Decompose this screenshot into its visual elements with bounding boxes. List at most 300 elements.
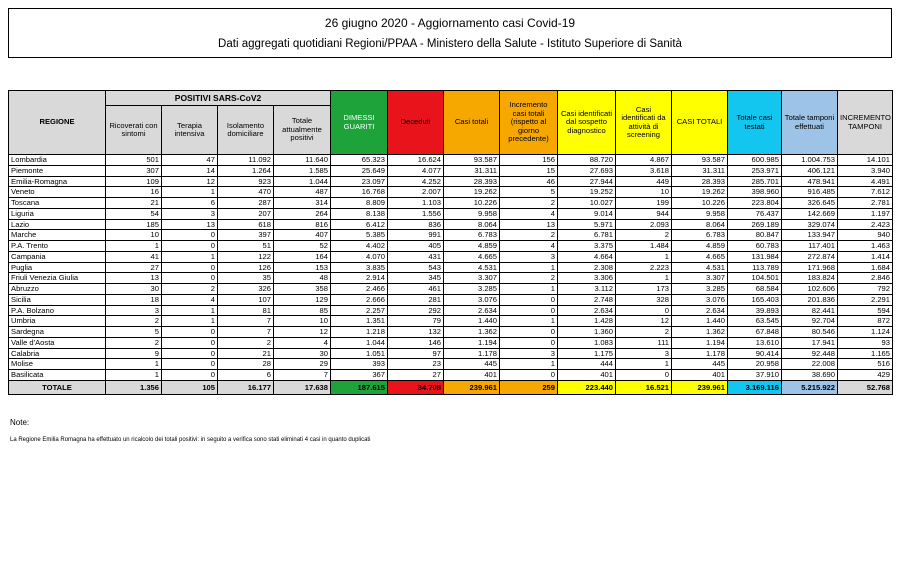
col-header-totale-positivi: Totale attualmente positivi [274, 106, 331, 155]
table-cell: 2.308 [558, 262, 616, 273]
table-cell: 2.093 [616, 219, 672, 230]
table-cell: 872 [838, 316, 893, 327]
table-cell: 12 [162, 176, 218, 187]
table-cell: 2 [500, 198, 558, 209]
table-cell: 0 [500, 305, 558, 316]
table-cell: 816 [274, 219, 331, 230]
table-cell: 10 [106, 230, 162, 241]
table-cell: 15 [500, 165, 558, 176]
table-cell: 1.484 [616, 241, 672, 252]
table-cell: 7 [274, 370, 331, 381]
col-header-casi-totali: Casi totali [444, 91, 500, 155]
table-cell: 461 [388, 284, 444, 295]
region-name: Sicilia [9, 294, 106, 305]
col-header-screening: Casi identificati da attività di screening [616, 91, 672, 155]
table-cell: 367 [331, 370, 388, 381]
table-cell: 3.835 [331, 262, 388, 273]
table-cell: 4.665 [444, 251, 500, 262]
table-cell: 6 [218, 370, 274, 381]
table-cell: 76.437 [728, 208, 782, 219]
table-cell: 7.612 [838, 187, 893, 198]
table-cell: 0 [162, 327, 218, 338]
region-name: P.A. Bolzano [9, 305, 106, 316]
region-name: Veneto [9, 187, 106, 198]
table-cell: 82.441 [782, 305, 838, 316]
table-cell: 1.440 [444, 316, 500, 327]
table-cell: 5.215.922 [782, 380, 838, 394]
table-cell: 13 [162, 219, 218, 230]
table-cell: 3.307 [672, 273, 728, 284]
table-cell: 68.584 [728, 284, 782, 295]
table-row [9, 176, 893, 187]
table-cell: 5 [106, 327, 162, 338]
table-cell: 133.947 [782, 230, 838, 241]
table-cell: 4.665 [672, 251, 728, 262]
table-cell: 12 [616, 316, 672, 327]
table-cell: 600.985 [728, 155, 782, 166]
table-cell: 34.708 [388, 380, 444, 394]
table-cell: 1.556 [388, 208, 444, 219]
region-name: Puglia [9, 262, 106, 273]
table-cell: 31.311 [444, 165, 500, 176]
table-row [9, 284, 893, 295]
table-cell: 80.847 [728, 230, 782, 241]
table-cell: 12 [274, 327, 331, 338]
table-cell: 3 [106, 305, 162, 316]
table-cell: 314 [274, 198, 331, 209]
table-cell: 4 [274, 337, 331, 348]
table-cell: 111 [616, 337, 672, 348]
table-cell: 10 [616, 187, 672, 198]
table-cell: 14 [162, 165, 218, 176]
table-cell: 1.124 [838, 327, 893, 338]
table-cell: 470 [218, 187, 274, 198]
table-cell: 3.618 [616, 165, 672, 176]
region-name: Calabria [9, 348, 106, 359]
table-cell: 0 [162, 230, 218, 241]
table-cell: 185 [106, 219, 162, 230]
table-cell: 328 [616, 294, 672, 305]
table-row [9, 305, 893, 316]
table-cell: 2.223 [616, 262, 672, 273]
table-cell: 406.121 [782, 165, 838, 176]
table-cell: 2.423 [838, 219, 893, 230]
table-cell: 81 [218, 305, 274, 316]
col-header-casi-totali-2: CASI TOTALI [672, 91, 728, 155]
table-cell: 117.401 [782, 241, 838, 252]
table-cell: 326.645 [782, 198, 838, 209]
table-cell: 397 [218, 230, 274, 241]
table-cell: 2.291 [838, 294, 893, 305]
table-cell: 2 [500, 273, 558, 284]
region-name: Umbria [9, 316, 106, 327]
table-cell: 9.958 [672, 208, 728, 219]
table-cell: 407 [274, 230, 331, 241]
table-cell: 444 [558, 359, 616, 370]
table-cell: 2 [616, 230, 672, 241]
table-row [9, 348, 893, 359]
table-cell: 6 [162, 198, 218, 209]
notes-text: La Regione Emilia Romagna ha effettuato un ricalcolo dei totali positivi: in seguito a verifica sono stati eliminati 4 casi in quanto duplicati [10, 437, 371, 443]
table-cell: 79 [388, 316, 444, 327]
col-header-terapia: Terapia intensiva [162, 106, 218, 155]
table-cell: 0 [162, 337, 218, 348]
table-cell: 28.393 [672, 176, 728, 187]
table-row [9, 262, 893, 273]
table-cell: 1.194 [444, 337, 500, 348]
table-cell: 478.941 [782, 176, 838, 187]
report-header [8, 8, 892, 58]
table-cell: 51 [218, 241, 274, 252]
table-row [9, 251, 893, 262]
table-row [9, 359, 893, 370]
table-row [9, 273, 893, 284]
table-cell: 594 [838, 305, 893, 316]
table-cell: 93.587 [672, 155, 728, 166]
table-cell: 13 [106, 273, 162, 284]
table-cell: 1.103 [388, 198, 444, 209]
table-cell: 1.463 [838, 241, 893, 252]
table-cell: 52.768 [838, 380, 893, 394]
table-cell: 107 [218, 294, 274, 305]
table-cell: 2.781 [838, 198, 893, 209]
table-cell: 88.720 [558, 155, 616, 166]
table-cell: 501 [106, 155, 162, 166]
table-cell: 0 [500, 370, 558, 381]
col-header-dimessi: DIMESSI GUARITI [331, 91, 388, 155]
table-cell: 269.189 [728, 219, 782, 230]
region-name: Liguria [9, 208, 106, 219]
col-header-isolamento: Isolamento domiciliare [218, 106, 274, 155]
table-cell: 3.285 [672, 284, 728, 295]
table-cell: 14.101 [838, 155, 893, 166]
table-cell: 13.610 [728, 337, 782, 348]
table-cell: 1.440 [672, 316, 728, 327]
region-name: Basilicata [9, 370, 106, 381]
col-header-sospetto-diagnostico: Casi identificati dal sospetto diagnostico [558, 91, 616, 155]
table-cell: 28.393 [444, 176, 500, 187]
table-row [9, 337, 893, 348]
table-cell: 1.175 [558, 348, 616, 359]
table-cell: 2 [106, 316, 162, 327]
table-cell: 3 [162, 208, 218, 219]
table-cell: 18 [106, 294, 162, 305]
table-cell: 3.306 [558, 273, 616, 284]
table-cell: 1.004.753 [782, 155, 838, 166]
covid-data-table [8, 90, 893, 395]
table-cell: 4.531 [672, 262, 728, 273]
table-cell: 20.958 [728, 359, 782, 370]
report-title: 26 giugno 2020 - Aggiornamento casi Covid-19 [324, 16, 576, 30]
table-cell: 1.218 [331, 327, 388, 338]
table-cell: 3.940 [838, 165, 893, 176]
table-cell: 23.097 [331, 176, 388, 187]
table-cell: 3.169.116 [728, 380, 782, 394]
table-cell: 35 [218, 273, 274, 284]
table-row [9, 155, 893, 166]
region-name: P.A. Trento [9, 241, 106, 252]
table-row [9, 198, 893, 209]
table-cell: 618 [218, 219, 274, 230]
table-cell: 2.748 [558, 294, 616, 305]
table-cell: 401 [558, 370, 616, 381]
table-cell: 10.226 [444, 198, 500, 209]
table-cell: 102.606 [782, 284, 838, 295]
table-cell: 10 [274, 316, 331, 327]
table-cell: 4.859 [672, 241, 728, 252]
table-cell: 16 [106, 187, 162, 198]
table-cell: 1.197 [838, 208, 893, 219]
table-row [9, 294, 893, 305]
table-cell: 991 [388, 230, 444, 241]
table-cell: 1.585 [274, 165, 331, 176]
table-cell: 307 [106, 165, 162, 176]
table-cell: 31.311 [672, 165, 728, 176]
col-header-tamponi: Totale tamponi effettuati [782, 91, 838, 155]
table-cell: 21 [106, 198, 162, 209]
table-cell: 401 [444, 370, 500, 381]
table-cell: 164 [274, 251, 331, 262]
table-row [9, 327, 893, 338]
table-cell: 67.848 [728, 327, 782, 338]
table-cell: 29 [274, 359, 331, 370]
region-header: REGIONE [9, 91, 106, 155]
table-cell: 173 [616, 284, 672, 295]
table-cell: 3.285 [444, 284, 500, 295]
table-cell: 3 [500, 348, 558, 359]
col-header-incremento-casi: Incremento casi totali (rispetto al giorno precedente) [500, 91, 558, 155]
table-cell: 253.971 [728, 165, 782, 176]
table-cell: 223.440 [558, 380, 616, 394]
table-cell: 3.307 [444, 273, 500, 284]
table-cell: 4.859 [444, 241, 500, 252]
table-cell: 5 [500, 187, 558, 198]
table-cell: 4.070 [331, 251, 388, 262]
table-cell: 27 [388, 370, 444, 381]
table-cell: 5.385 [331, 230, 388, 241]
table-cell: 63.545 [728, 316, 782, 327]
table-cell: 1 [162, 305, 218, 316]
table-cell: 1.178 [444, 348, 500, 359]
table-cell: 10.226 [672, 198, 728, 209]
table-cell: 0 [500, 294, 558, 305]
table-cell: 2 [218, 337, 274, 348]
table-cell: 0 [500, 337, 558, 348]
table-cell: 7 [218, 316, 274, 327]
table-cell: 3 [500, 251, 558, 262]
region-name: Marche [9, 230, 106, 241]
table-cell: 0 [162, 241, 218, 252]
table-cell: 398.960 [728, 187, 782, 198]
table-cell: 4.531 [444, 262, 500, 273]
table-cell: 60.783 [728, 241, 782, 252]
table-cell: 16.768 [331, 187, 388, 198]
table-cell: 326 [218, 284, 274, 295]
table-cell: 1 [500, 262, 558, 273]
table-cell: 171.968 [782, 262, 838, 273]
table-cell: 2.666 [331, 294, 388, 305]
table-cell: 393 [331, 359, 388, 370]
table-cell: 10.027 [558, 198, 616, 209]
table-cell: 4.867 [616, 155, 672, 166]
table-cell: 11.640 [274, 155, 331, 166]
table-cell: 37.910 [728, 370, 782, 381]
table-cell: 1 [500, 316, 558, 327]
table-cell: 1.044 [274, 176, 331, 187]
table-cell: 2.846 [838, 273, 893, 284]
table-cell: 429 [838, 370, 893, 381]
table-cell: 6.783 [444, 230, 500, 241]
table-cell: 2.634 [558, 305, 616, 316]
table-cell: 1.356 [106, 380, 162, 394]
table-cell: 1.414 [838, 251, 893, 262]
region-name: Abruzzo [9, 284, 106, 295]
table-cell: 3 [616, 348, 672, 359]
region-name: Valle d'Aosta [9, 337, 106, 348]
table-cell: 2.634 [672, 305, 728, 316]
table-cell: 2.466 [331, 284, 388, 295]
table-cell: 92.448 [782, 348, 838, 359]
table-cell: 30 [274, 348, 331, 359]
table-cell: 4 [500, 241, 558, 252]
table-row [9, 187, 893, 198]
table-cell: 1.165 [838, 348, 893, 359]
table-cell: 4.252 [388, 176, 444, 187]
table-cell: 6.412 [331, 219, 388, 230]
table-cell: 3.076 [444, 294, 500, 305]
region-name: Lazio [9, 219, 106, 230]
table-cell: 93 [838, 337, 893, 348]
table-cell: 30 [106, 284, 162, 295]
table-cell: 90.414 [728, 348, 782, 359]
table-cell: 27.693 [558, 165, 616, 176]
table-cell: 104.501 [728, 273, 782, 284]
table-cell: 6.783 [672, 230, 728, 241]
col-header-deceduti: Deceduti [388, 91, 444, 155]
table-cell: 25.649 [331, 165, 388, 176]
table-cell: 122 [218, 251, 274, 262]
table-cell: 1 [162, 316, 218, 327]
region-name: Molise [9, 359, 106, 370]
table-cell: 836 [388, 219, 444, 230]
table-cell: 1 [106, 370, 162, 381]
table-cell: 142.669 [782, 208, 838, 219]
table-cell: 22.008 [782, 359, 838, 370]
table-cell: 4.664 [558, 251, 616, 262]
table-cell: 199 [616, 198, 672, 209]
table-cell: 146 [388, 337, 444, 348]
table-cell: 2.257 [331, 305, 388, 316]
table-cell: 2 [162, 284, 218, 295]
table-cell: 2 [500, 230, 558, 241]
table-cell: 292 [388, 305, 444, 316]
col-header-ricoverati: Ricoverati con sintomi [106, 106, 162, 155]
table-cell: 239.961 [672, 380, 728, 394]
region-name: Piemonte [9, 165, 106, 176]
report-subtitle: Dati aggregati quotidiani Regioni/PPAA - Ministero della Salute - Istituto Superiore di Sanità [218, 38, 682, 50]
table-cell: 52 [274, 241, 331, 252]
table-cell: 1 [106, 241, 162, 252]
table-cell: 1 [106, 359, 162, 370]
table-cell: 1 [162, 187, 218, 198]
table-cell: 207 [218, 208, 274, 219]
table-cell: 272.874 [782, 251, 838, 262]
table-cell: 54 [106, 208, 162, 219]
table-cell: 16.177 [218, 380, 274, 394]
table-cell: 92.704 [782, 316, 838, 327]
table-cell: 23 [388, 359, 444, 370]
table-cell: 0 [162, 348, 218, 359]
table-cell: 445 [444, 359, 500, 370]
table-cell: 1.684 [838, 262, 893, 273]
table-cell: 3.375 [558, 241, 616, 252]
table-cell: 940 [838, 230, 893, 241]
table-cell: 1.083 [558, 337, 616, 348]
table-cell: 4.491 [838, 176, 893, 187]
table-cell: 19.252 [558, 187, 616, 198]
table-body [9, 155, 893, 395]
table-cell: 6.781 [558, 230, 616, 241]
table-cell: 1.051 [331, 348, 388, 359]
table-cell: 2.914 [331, 273, 388, 284]
table-cell: 2.634 [444, 305, 500, 316]
table-cell: 405 [388, 241, 444, 252]
table-row [9, 230, 893, 241]
table-cell: 183.824 [782, 273, 838, 284]
table-cell: 4.077 [388, 165, 444, 176]
table-cell: 0 [162, 262, 218, 273]
region-name: Campania [9, 251, 106, 262]
table-cell: 259 [500, 380, 558, 394]
table-row [9, 316, 893, 327]
table-cell: 1 [616, 273, 672, 284]
table-cell: 46 [500, 176, 558, 187]
table-cell: 8.809 [331, 198, 388, 209]
region-name: Emilia-Romagna [9, 176, 106, 187]
table-cell: 401 [672, 370, 728, 381]
table-cell: 1.044 [331, 337, 388, 348]
table-cell: 1 [500, 359, 558, 370]
table-cell: 287 [218, 198, 274, 209]
table-cell: 543 [388, 262, 444, 273]
table-cell: 13 [500, 219, 558, 230]
table-cell: 1.428 [558, 316, 616, 327]
table-cell: 0 [616, 305, 672, 316]
table-cell: 516 [838, 359, 893, 370]
table-cell: 0 [616, 370, 672, 381]
table-cell: 17.638 [274, 380, 331, 394]
table-cell: 0 [162, 359, 218, 370]
table-cell: 1.178 [672, 348, 728, 359]
table-cell: 9.958 [444, 208, 500, 219]
table-cell: 264 [274, 208, 331, 219]
table-cell: 28 [218, 359, 274, 370]
table-cell: 792 [838, 284, 893, 295]
table-cell: 4 [162, 294, 218, 305]
table-cell: 48 [274, 273, 331, 284]
table-cell: 2 [106, 337, 162, 348]
table-cell: 1 [616, 251, 672, 262]
table-cell: 5.971 [558, 219, 616, 230]
table-cell: 487 [274, 187, 331, 198]
table-cell: 0 [162, 370, 218, 381]
table-cell: 239.961 [444, 380, 500, 394]
table-cell: 39.893 [728, 305, 782, 316]
region-name: Friuli Venezia Giulia [9, 273, 106, 284]
notes-title: Note: [10, 418, 30, 427]
table-cell: 4.402 [331, 241, 388, 252]
table-cell: 358 [274, 284, 331, 295]
